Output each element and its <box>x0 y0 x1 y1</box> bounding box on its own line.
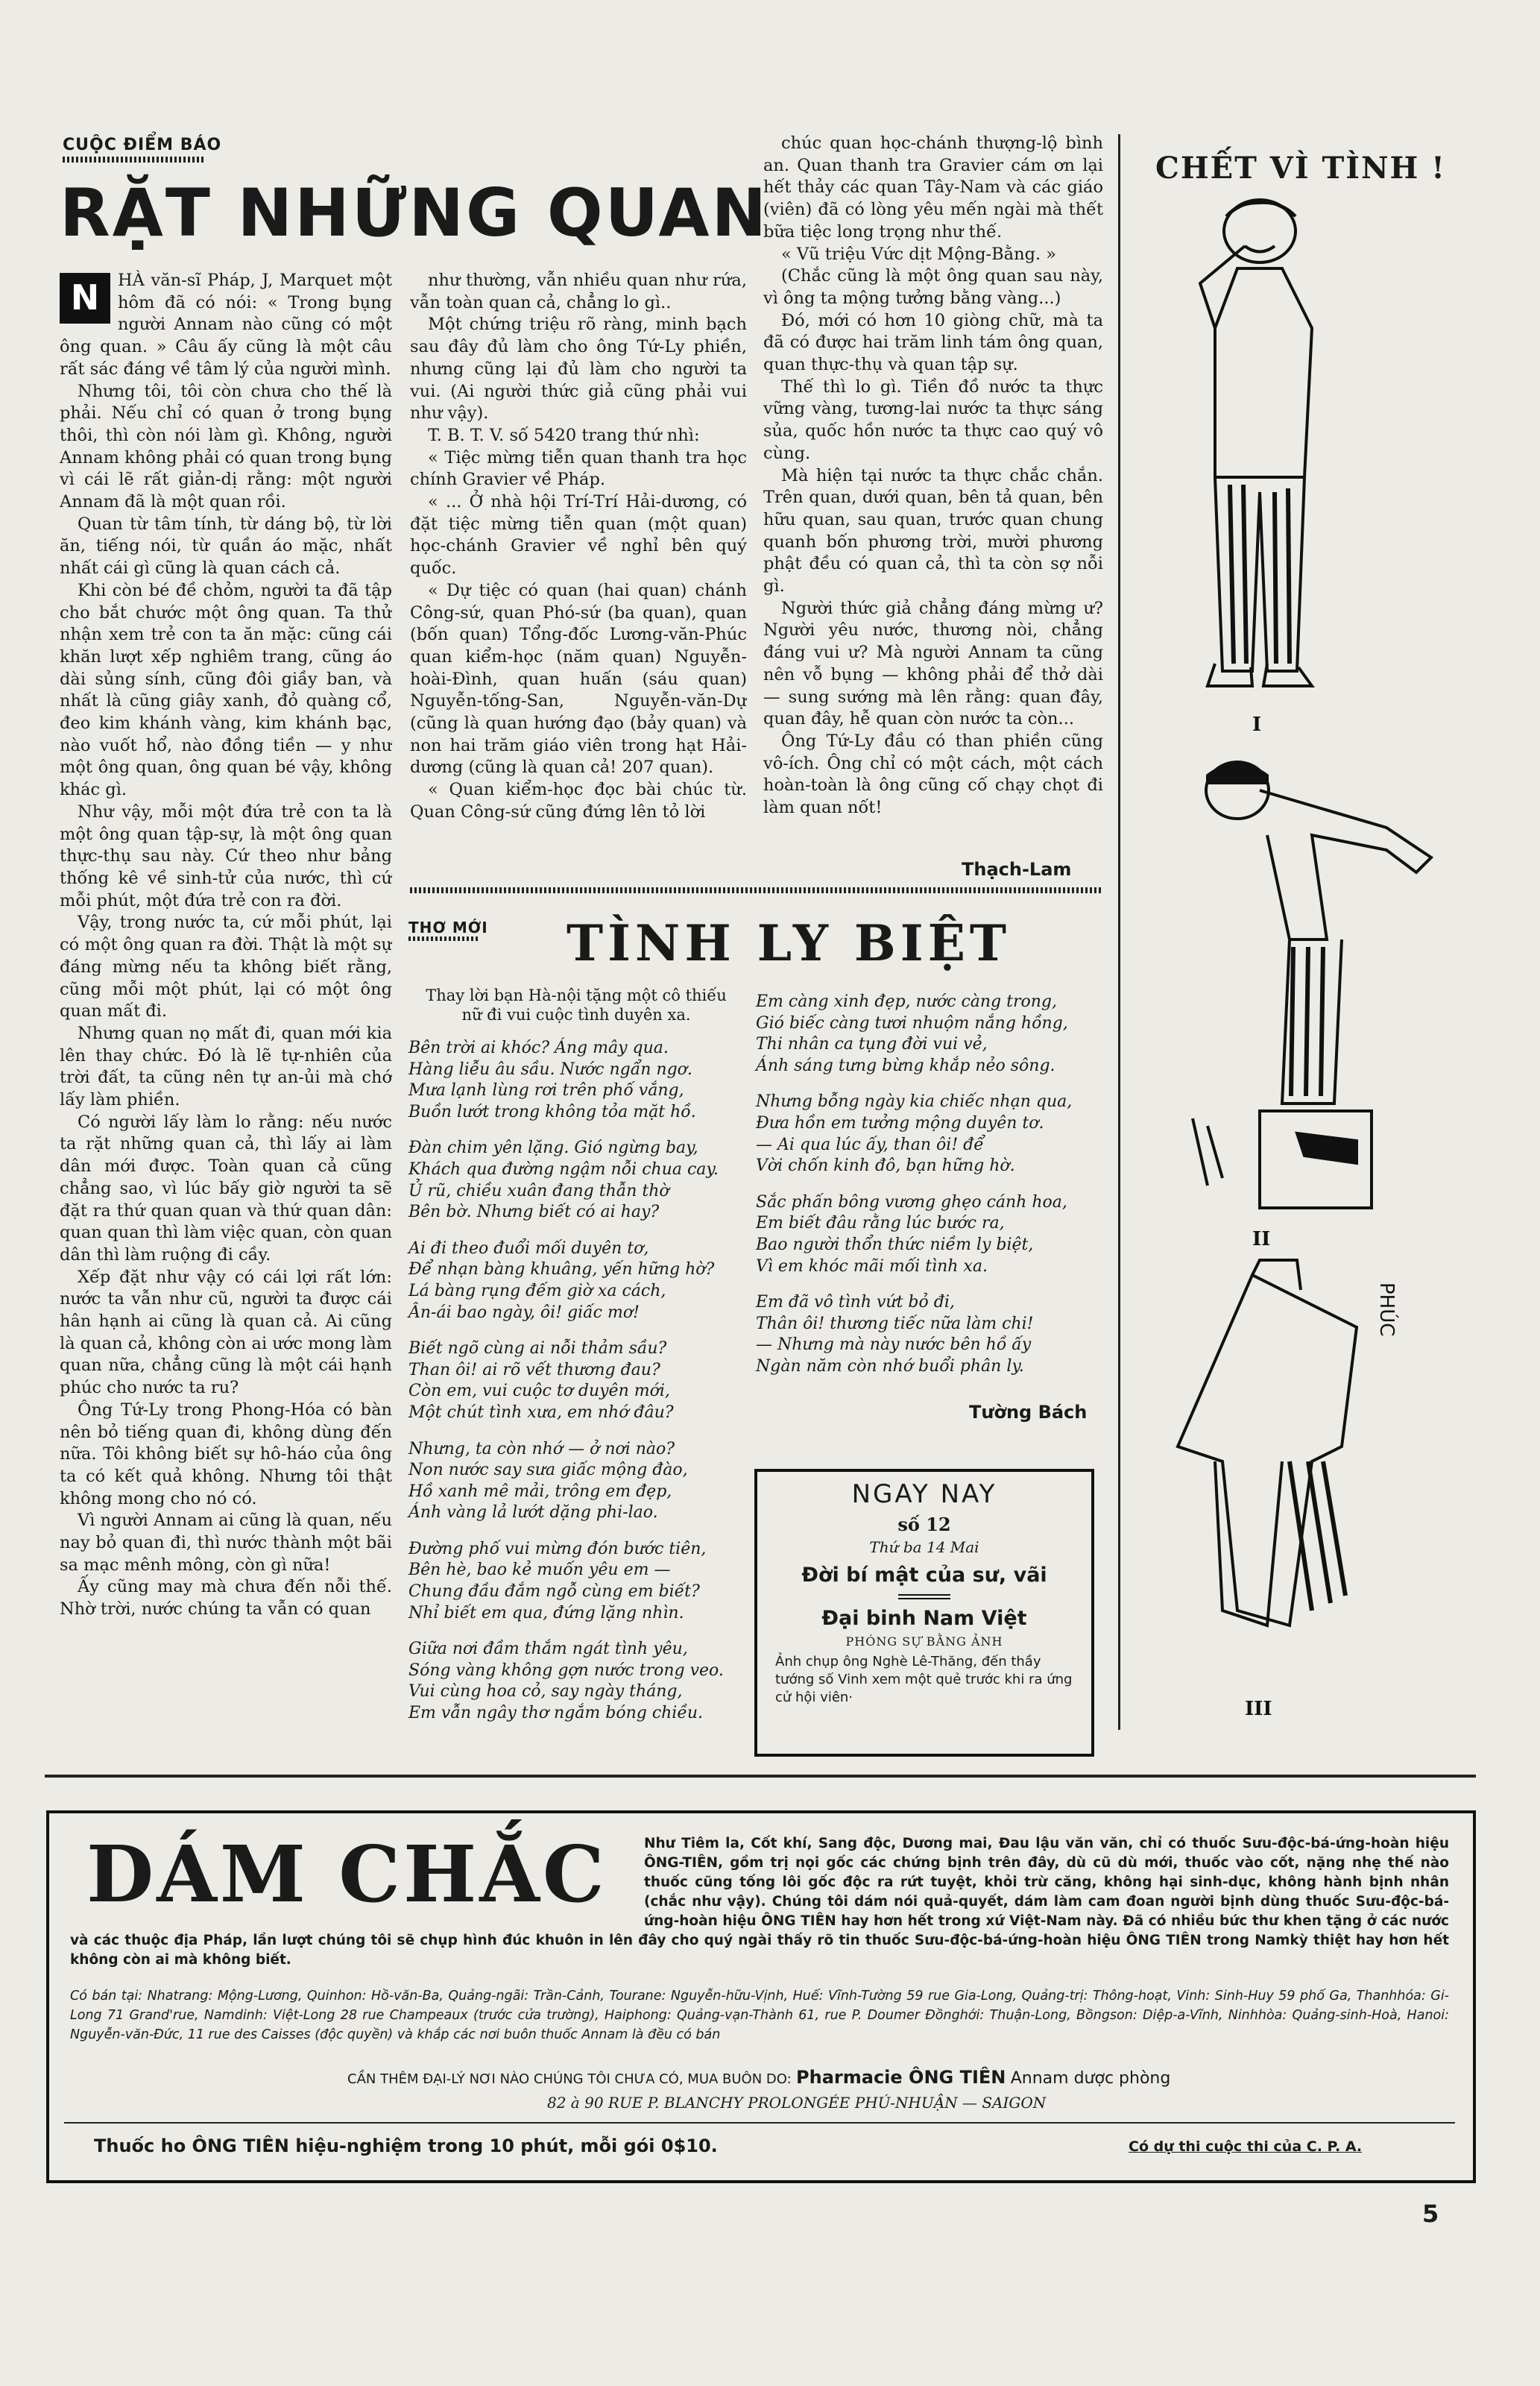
figure-two <box>1193 762 1431 1208</box>
article-kicker: CUỘC ĐIỂM BÁO <box>63 136 222 154</box>
poem-left <box>408 986 744 1740</box>
article-paragraph: T. B. T. V. số 5420 trang thứ nhì: <box>428 425 700 445</box>
poem-line: Bên trời ai khóc? Áng mây qua. <box>408 1039 669 1057</box>
ad-pharmacy: Pharmacie ÔNG TIÊN <box>796 2067 1006 2088</box>
poem-line: Đường phố vui mừng đón bước tiên, <box>408 1539 707 1558</box>
ngay-nay-date: Thứ ba 14 Mai <box>869 1538 979 1556</box>
article-author: Thạch-Lam <box>962 859 1072 880</box>
ad-top-rule <box>45 1775 1476 1778</box>
poem-line: Lá bàng rụng đếm giờ xa cách, <box>408 1281 666 1300</box>
poem-line: Hồ xanh mê mải, trông em đẹp, <box>408 1482 672 1501</box>
dropcap: N <box>60 273 110 324</box>
article-paragraph: Ấy cũng may mà chưa đến nỗi thế. Nhờ trời, nước chúng ta vẫn có quan <box>60 1577 392 1619</box>
poem-line: Ánh vàng lả lướt dặng phi-lao. <box>408 1503 658 1523</box>
article-title: RẶT NHỮNG QUAN <box>60 174 769 251</box>
article-bottom-rule <box>410 887 1103 893</box>
poem-author: Tường Bách <box>969 1402 1088 1423</box>
ngay-nay-caption: Ảnh chụp ông Nghè Lê-Thăng, đến thầy tướng số Vinh xem một quẻ trước khi ra ứng cử hội viên· <box>775 1654 1073 1705</box>
poem-line: Để nhạn bàng khuâng, yến hững hờ? <box>408 1260 715 1279</box>
ad-intro: Như Tiêm la, Cốt khí, Sang độc, Dương mai, Đau lậu văn văn, chỉ có thuốc Sưu-độc-bá-ứng-hoàn hiệu ÔNG-TIÊN, gồm trị nọi gốc các chứng bịnh trên đây, dù cũ dù mới, thuốc vào cốt, nặng nhẹ thế nào thuốc cũng tống lôi gốc độc ra rứt tuyệt, khỏi trừ căng, không hại sinh-dục, không hành bịnh nhân (chắc như vậy). Chúng tôi dám nói quả-quyết, dám làm cam đoan người bịnh dùng thuốc Sưu-độc-bá-ứng-hoàn hiệu ÔNG TIÊN hay hơn hết trong xứ Việt-Nam này. Đã có nhiều bức thư khen tặng ở các nước và các thuộc địa Pháp, lần lượt chúng tôi sẽ chụp hình đúc khuôn in lên đây cho quý ngài thấy rõ tin thuốc Sưu-độc-bá-ứng-hoàn hiệu ÔNG TIÊN trong Namkỳ thiệt hay hơn hết không còn ai mà không biết. <box>70 1836 1449 1968</box>
poem-line: Ánh sáng tưng bừng khắp nẻo sông. <box>756 1056 1055 1075</box>
poem-line: Vời chốn kinh đô, bạn hững hờ. <box>756 1156 1015 1176</box>
poem-line: Đưa hồn em tưởng mộng duyên tơ. <box>756 1113 1044 1133</box>
article-column-2 <box>410 270 747 893</box>
poem-line: Vui cùng hoa cỏ, say ngày tháng, <box>408 1682 683 1702</box>
poem-line: Biết ngõ cùng ai nỗi thảm sầu? <box>408 1339 667 1359</box>
poem-intro: Thay lời bạn Hà-nội tặng một cô thiếu nữ đi vui cuộc tình duyên xa. <box>426 986 727 1024</box>
poem-line: Giữa nơi đầm thắm ngát tình yêu, <box>408 1640 688 1659</box>
article-paragraph: như thường, vẫn nhiều quan như rứa, vẫn toàn quan cả, chẳng lo gì.. <box>410 271 747 312</box>
figure-one <box>1200 200 1312 686</box>
ngay-nay-issue: số 12 <box>897 1514 951 1535</box>
ad-title: DÁM CHẮC <box>86 1828 608 1920</box>
ad-wanted-prefix: CẦN THÊM ĐẠI-LÝ NƠI NÀO CHÚNG TÔI CHƯA CÓ, MUA BUÔN DO: <box>347 2071 792 2087</box>
poem-line: Buồn lướt trong không tỏa mặt hồ. <box>408 1102 696 1121</box>
article-paragraph: « Quan kiểm-học đọc bài chúc từ. Quan Công-sứ cũng đứng lên tỏ lời <box>410 780 747 822</box>
article-paragraph: Nhưng tôi, tôi còn chưa cho thế là phải. Nếu chỉ có quan ở trong bụng thôi, thì còn nói làm gì. Không, người Annam không phải có quan trong bụng vì cái lẽ rất giản-dị rằng: một người Annam đã là một quan rồi. <box>60 381 392 512</box>
poem-line: Nhỉ biết em qua, đứng lặng nhìn. <box>408 1603 684 1622</box>
cartoon-signature: PHÚC <box>1375 1282 1398 1337</box>
article-paragraph: « ... Ở nhà hội Trí-Trí Hải-dương, có đặt tiệc mừng tiễn quan (một quan) học-chánh Gravier về nghỉ bên quý quốc. <box>410 492 747 579</box>
article-paragraph: Nhưng quan nọ mất đi, quan mới kia lên thay chức. Đó là lẽ tự-nhiên của trời đất, ta cũng nên tự an-ủi mà chớ lấy làm phiền. <box>60 1023 392 1110</box>
figure-three <box>1178 1260 1357 1625</box>
poem-title: TÌNH LY BIỆT <box>567 914 1012 972</box>
poem-line: — Nhưng mà này nước bên hồ ấy <box>756 1335 1032 1355</box>
poem-stanza <box>408 1038 744 1123</box>
cartoon-drawings <box>1163 194 1476 1730</box>
ngay-nay-divider <box>898 1594 950 1599</box>
poem-kicker-underline <box>408 937 479 941</box>
poem-line: Sóng vàng không gợn nước trong veo. <box>408 1661 724 1680</box>
article-paragraph: Xếp đặt như vậy có cái lợi rất lớn: nước ta vẫn như cũ, người ta được cái hân hạnh ai cũng là quan cả. Ai cũng là quan cả, không còn ai ước mong làm quan nữa, chẳng cũng là một cái hạnh phúc cho nước ta ru? <box>60 1267 392 1398</box>
ngay-nay-headline-1: Đời bí mật của sư, vãi <box>801 1564 1047 1587</box>
poem-line: Nhưng bỗng ngày kia chiếc nhạn qua, <box>756 1092 1073 1112</box>
poem-line: Non nước say sưa giấc mộng đào, <box>408 1461 688 1480</box>
ngay-nay-box <box>754 1469 1094 1757</box>
poem-line: Đàn chim yên lặng. Gió ngừng bay, <box>408 1139 698 1158</box>
poem-line: Em đã vô tình vứt bỏ đi, <box>756 1293 955 1312</box>
poem-line: Em vẫn ngây thơ ngắm bóng chiều. <box>408 1704 704 1723</box>
poem-right <box>756 992 1103 1393</box>
poem-stanza <box>756 1092 1103 1177</box>
ngay-nay-subtitle: PHÓNG SỰ BẰNG ẢNH <box>845 1634 1003 1649</box>
ad-inner-rule <box>64 2122 1455 2124</box>
poem-stanza <box>756 1192 1103 1277</box>
ad-box <box>46 1810 1476 2183</box>
article-paragraph: « Tiệc mừng tiễn quan thanh tra học chính Gravier về Pháp. <box>410 447 747 490</box>
ad-body <box>70 1834 1449 1970</box>
article-paragraph: Một chứng triệu rõ ràng, minh bạch sau đây đủ làm cho ông Tứ-Ly phiền, nhưng cũng lại đủ làm cho người ta vui. (Ai người thức giả cũng phải vui như vậy). <box>410 315 747 424</box>
article-paragraph: « Dự tiệc có quan (hai quan) chánh Công-sứ, quan Phó-sứ (ba quan), quan (bốn quan) Tổng-đốc Lương-văn-Phúc quan kiểm-học (năm quan) Nguyễn-hoài-Đình, quan huấn (sáu quan) Nguyễn-tống-San, Nguyễn-văn-Dự (cũng là quan hướng đạo (bảy quan) và non hai trăm giáo viên trong hạt Hải-dương (cũng là quan cả! 207 quan). <box>410 580 747 778</box>
article-paragraph: Thế thì lo gì. Tiền đồ nước ta thực vững vàng, tương-lai nước ta thực sáng sủa, quốc hồn nước ta thực cao quý vô cùng. <box>763 377 1103 463</box>
cartoon-divider <box>1118 134 1120 1730</box>
figure-label-i: I <box>1252 714 1262 736</box>
article-paragraph: Đó, mới có hơn 10 giòng chữ, mà ta đã có được hai trăm linh tám ông quan, quan thực-thụ và quan tập sự. <box>763 310 1103 375</box>
figure-label-ii: II <box>1252 1228 1271 1250</box>
poem-line: Ngàn năm còn nhớ buổi phân ly. <box>756 1356 1024 1376</box>
article-column-1 <box>60 270 392 1731</box>
poem-line: Ân-ái bao ngày, ôi! giấc mơ! <box>408 1303 640 1322</box>
poem-line: Bên hè, bao kẻ muốn yêu em — <box>408 1561 671 1580</box>
poem-line: Ai đi theo đuổi mối duyên tơ, <box>408 1238 649 1258</box>
poem-stanza <box>408 1639 744 1724</box>
article-paragraph: « Vũ triệu Vức dịt Mộng-Bằng. » <box>781 244 1057 264</box>
article-paragraph: Quan từ tâm tính, từ dáng bộ, từ lời ăn, tiếng nói, từ quần áo mặc, nhất nhất cái gì cũng là quan cách cả. <box>60 514 392 579</box>
poem-line: Khách qua đường ngậm nỗi chua cay. <box>408 1159 719 1179</box>
article-paragraph: Có người lấy làm lo rằng: nếu nước ta rặt những quan cả, thì lấy ai làm dân mới được. Toàn quan cả cũng chẳng sao, vì lúc bấy giờ người ta sẽ đặt ra thứ quan quan và thứ quan dân: quan quan thì làm việc quan, còn quan dân thì làm ruộng đi cầy. <box>60 1112 392 1265</box>
article-paragraph: Ông Tứ-Ly đầu có than phiền cũng vô-ích. Ông chỉ có một cách, một cách hoàn-toàn là ông cũng cố chạy chọt đi làm quan nốt! <box>763 731 1103 818</box>
poem-line: Sắc phấn bông vương ghẹo cánh hoa, <box>756 1192 1067 1212</box>
poem-line: Bên bờ. Nhưng biết có ai hay? <box>408 1203 660 1222</box>
ngay-nay-name: NGAY NAY <box>851 1479 997 1509</box>
poem-line: Một chút tình xưa, em nhớ đâu? <box>408 1403 674 1422</box>
figure-label-iii: III <box>1245 1698 1272 1720</box>
poem-line: Thi nhân ca tụng đời vui vẻ, <box>756 1035 988 1054</box>
poem-stanza <box>408 1439 744 1524</box>
poem-line: Gió biếc càng tươi nhuộm nắng hồng, <box>756 1013 1068 1033</box>
poem-stanza <box>756 1292 1103 1377</box>
article-paragraph: Vì người Annam ai cũng là quan, nếu nay bỏ quan đi, thì nước thành một bãi sa mạc mênh mông, còn gì nữa! <box>60 1511 392 1575</box>
poem-line: Em càng xinh đẹp, nước càng trong, <box>756 992 1057 1011</box>
poem-stanza <box>408 1338 744 1423</box>
article-paragraph: Vậy, trong nước ta, cứ mỗi phút, lại có một ông quan ra đời. Thật là một sự đáng mừng nếu ta không biết rằng, cũng mỗi một phút, lại có một ông quan mất đi. <box>60 913 392 1022</box>
ad-address: 82 à 90 RUE P. BLANCHY PROLONGÉE PHÚ-NHUẬN — SAIGON <box>547 2094 1047 2112</box>
poem-line: Nhưng, ta còn nhớ — ở nơi nào? <box>408 1439 675 1458</box>
poem-line: Bao người thổn thức niềm ly biệt, <box>756 1235 1034 1254</box>
poem-line: Ủ rũ, chiều xuân đang thẫn thờ <box>408 1181 669 1200</box>
article-paragraph: Khi còn bé đề chỏm, người ta đã tập cho bắt chước một ông quan. Ta thử nhận xem trẻ con ta ăn mặc: cũng cái khăn lượt xếp nghiêm trang, cũng áo dài sủng sính, cũng đôi giầy ban, và nhất là cũng giây xanh, đỏ quàng cổ, đeo kim khánh vàng, kim khánh bạc, nào vuốt hổ, nào đồng tiền — y như một ông quan, ông quan bé vậy, không khác gì. <box>60 580 392 800</box>
ad-footer-right: Có dự thi cuộc thi của C. P. A. <box>1129 2138 1363 2155</box>
page-number: 5 <box>1422 2200 1439 2228</box>
poem-stanza <box>408 1138 744 1223</box>
article-column-3 <box>763 133 1103 886</box>
poem-line: Vì em khóc mãi mối tình xa. <box>756 1256 988 1276</box>
poem-stanza <box>756 992 1103 1077</box>
poem-line: Thân ôi! thương tiếc nữa làm chi! <box>756 1314 1034 1333</box>
cartoon-title: CHẾT VÌ TÌNH ! <box>1155 151 1446 186</box>
poem-line: Em biết đâu rằng lúc bước ra, <box>756 1214 1005 1233</box>
article-paragraph: chúc quan học-chánh thượng-lộ bình an. Quan thanh tra Gravier cám ơn lại hết thảy các quan Tây-Nam và các giáo (viên) đã có lòng yêu mến ngài mà thết bữa tiệc long trọng như thế. <box>763 133 1103 242</box>
article-paragraph: Người thức giả chẳng đáng mừng ư? Người yêu nước, thương nòi, chẳng đáng vui ư? Mà người Annam ta cũng nên vỗ bụng — không phải để thở dài — sung sướng mà lên rằng: quan đây, quan đây, hễ quan còn nước ta còn... <box>763 598 1103 729</box>
kicker-underline <box>63 157 204 163</box>
poem-line: Mưa lạnh lùng rơi trên phố vắng, <box>408 1081 684 1101</box>
poem-line: Than ôi! ai rõ vết thương đau? <box>408 1360 660 1379</box>
poem-line: Hàng liễu âu sầu. Nước ngẩn ngơ. <box>408 1060 692 1079</box>
poem-line: — Ai qua lúc ấy, than ôi! để <box>756 1135 984 1154</box>
article-paragraph: Ông Tứ-Ly trong Phong-Hóa có bàn nên bỏ tiếng quan đi, không dùng đến nữa. Tôi không biết sự hô-háo của ông ta có kết quả không. Nhưng tôi thật không mong cho nó có. <box>60 1400 392 1508</box>
article-paragraph: (Chắc cũng là một ông quan sau này, vì ông ta mộng tưởng bằng vàng...) <box>763 266 1103 308</box>
article-paragraph: HÀ văn-sĩ Pháp, J, Marquet một hôm đã có nói: « Trong bụng người Annam nào cũng có một ông quan. » Câu ấy cũng là một câu rất sác đáng về tâm lý của người mình. <box>60 271 392 379</box>
ngay-nay-headline-2: Đại binh Nam Việt <box>821 1607 1027 1630</box>
poem-stanza <box>408 1539 744 1624</box>
article-paragraph: Mà hiện tại nước ta thực chắc chắn. Trên quan, dưới quan, bên tả quan, bên hữu quan, sau quan, trước quan chung quanh bốn phương trời, mười phương phật đều có quan cả, thì ta còn sợ nỗi gì. <box>763 465 1103 596</box>
ad-footer-left: Thuốc ho ÔNG TIÊN hiệu-nghiệm trong 10 phút, mỗi gói 0$10. <box>94 2135 718 2156</box>
ad-wanted <box>347 2067 1170 2088</box>
poem-line: Còn em, vui cuộc tơ duyên mới, <box>408 1382 670 1401</box>
poem-kicker: THƠ MỚI <box>408 919 488 937</box>
ad-pharmacy-suffix: Annam dược phòng <box>1010 2069 1171 2088</box>
poem-stanza <box>408 1238 744 1323</box>
poem-line: Chung đầu đắm ngỗ cùng em biết? <box>408 1582 700 1602</box>
article-paragraph: Như vậy, mỗi một đứa trẻ con ta là một ông quan tập-sự, là một ông quan thực-thụ sau này. Cứ theo như bảng thống kê về sinh-tử của nước, thì cứ mỗi phút, một đứa trẻ con ra đời. <box>60 802 392 910</box>
ad-agents: Có bán tại: Nhatrang: Mộng-Lương, Quinhon: Hồ-văn-Ba, Quảng-ngãi: Trần-Cảnh, Tourane: Nguyễn-hữu-Vịnh, Huế: Vĩnh-Tường 59 rue Gia-Long, Quảng-trị: Thông-hoạt, Vinh: Sinh-Huy 59 phố Ga, Thanhhóa: Gi-Long 71 Grand'rue, Namdinh: Việt-Long 28 rue Champeaux (trước cửa trường), Haiphong: Quảng-vạn-Thành 61, rue P. Doumer Đồnghới: Thuận-Long, Bồngson: Diệp-a-Vĩnh, Ninhhòa: Quảng-sinh-Hoà, Hanoi: Nguyễn-văn-Đức, 11 rue des Caisses (độc quyền) và khắp các nơi buôn thuốc Annam là đều có bán <box>70 1989 1449 2042</box>
